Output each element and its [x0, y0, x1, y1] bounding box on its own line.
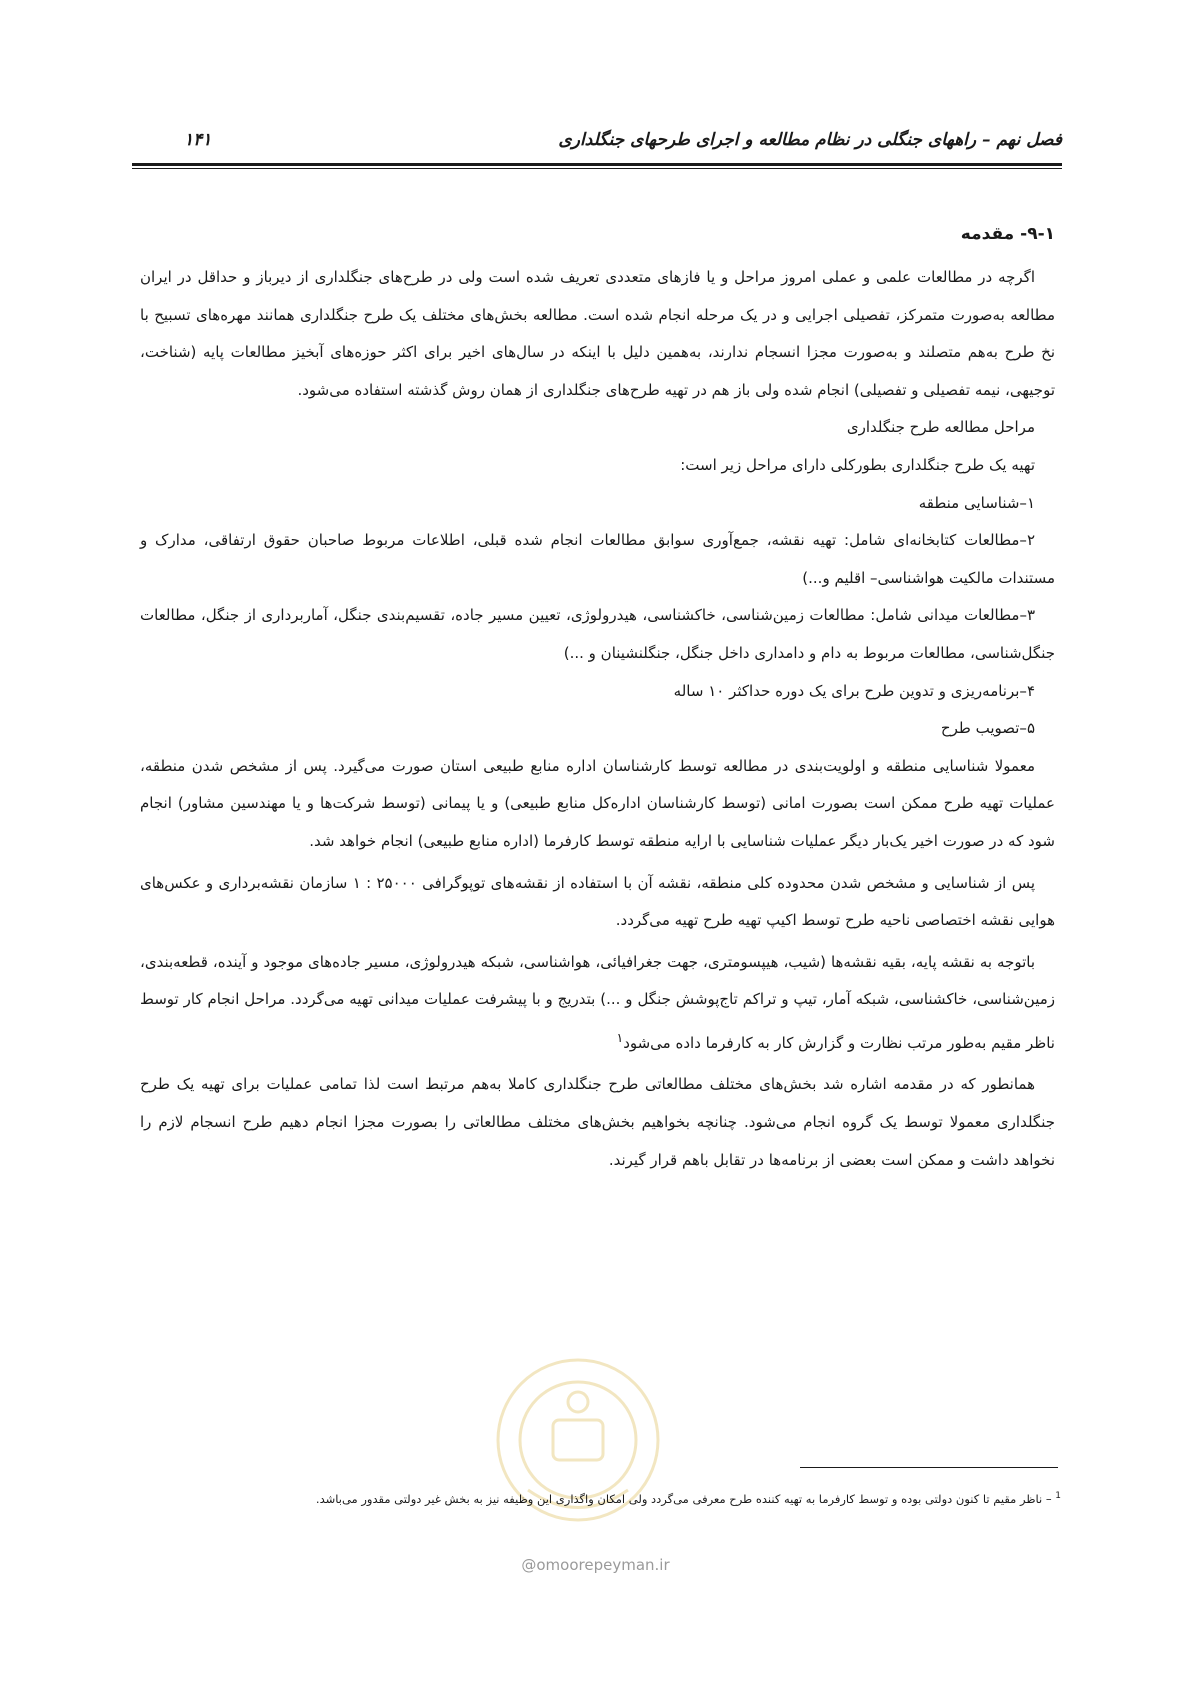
- watermark-site: @omoorepeyman.ir: [521, 1556, 670, 1574]
- header-rule-thick: [132, 163, 1062, 166]
- paragraph-stages-title: مراحل مطالعه طرح جنگلداری: [846, 418, 1035, 437]
- list-item-3: ۳–مطالعات میدانی شامل: مطالعات زمین‌شناسی، خاکشناسی، هیدرولوژی، تعیین مسیر جاده، تقسیم‌بندی جنگل، آماربرداری از جنگل، مطالعات جنگل‌شناسی، مطالعات مربوط به دام و دامداری داخل جنگل، جنگلنشینان و ...): [140, 606, 1055, 662]
- publisher-seal-watermark: [468, 1340, 688, 1540]
- paragraph-intro: اگرچه در مطالعات علمی و عملی امروز مراحل و یا فازهای متعددی تعریف شده است ولی در طرح‌های جنگلداری از دیرباز و حداقل در ایران مطالعه به‌صورت متمرکز، تفصیلی اجرایی و در یک مرحله انجام شده است. مطالعه بخش‌های مختلف یک طرح جنگلداری همانند مهره‌های تسبیح با نخ طرح به‌هم متصلند و به‌صورت مجزا انسجام ندارند، به‌همین دلیل با اینکه در سال‌های اخیر برای اکثر حوزه‌های آبخیز مطالعات پایه (شناخت، توجیهی، نیمه تفصیلی و تفصیلی) انجام شده ولی باز هم در تهیه طرح‌های جنگلداری از همان روش گذشته استفاده می‌شود.: [140, 268, 1055, 399]
- footnote-number: 1: [1055, 1491, 1061, 1501]
- footnote-separator: [800, 1467, 1058, 1468]
- paragraph-identification: معمولا شناسایی منطقه و اولویت‌بندی در مطالعه توسط کارشناسان اداره منابع طبیعی استان صورت می‌گیرد. پس از مشخص شدن منطقه، عملیات تهیه طرح ممکن است بصورت امانی (توسط کارشناسان اداره‌کل منابع طبیعی) و یا پیمانی (توسط شرکت‌ها و یا مهندسین مشاور) انجام شود که در صورت اخیر یک‌بار دیگر عملیات شناسایی با ارایه منطقه توسط کارفرما (اداره منابع طبیعی) انجام خواهد شد.: [140, 756, 1055, 850]
- footnote-text: – ناظر مقیم تا کنون دولتی بوده و توسط کارفرما به تهیه کننده طرح معرفی می‌گردد ولی امکان واگذاری این وظیفه نیز به بخش غیر دولتی مقدور می‌باشد.: [315, 1491, 1052, 1506]
- list-item-2: ۲–مطالعات کتابخانه‌ای شامل: تهیه نقشه، جمع‌آوری سوابق مطالعات انجام شده قبلی، اطلاعات مربوط صاحبان حقوق ارتفاقی، مدارک و مستندات مالکیت هواشناسی– اقلیم و...): [140, 531, 1055, 587]
- footnote: [185, 1487, 1061, 1508]
- list-item-5: ۵–تصویب طرح: [940, 719, 1035, 738]
- section-heading: ۹-۱- مقدمه: [960, 224, 1055, 244]
- paragraph-mapping: پس از شناسایی و مشخص شدن محدوده کلی منطقه، نقشه آن با استفاده از نقشه‌های توپوگرافی ۲۵۰۰۰ : ۱ سازمان نقشه‌برداری و عکس‌های هوایی نقشه اختصاصی ناحیه طرح توسط اکیپ تهیه طرح تهیه می‌گردد.: [140, 873, 1055, 930]
- chapter-title: فصل نهم – راههای جنگلی در نظام مطالعه و اجرای طرحهای جنگلداری: [558, 130, 1062, 150]
- paragraph-maps-text: باتوجه به نقشه پایه، بقیه نقشه‌ها (شیب، هیپسومتری، جهت جغرافیائی، هواشناسی، شبکه هیدرولوژی، مسیر جاده‌های موجود و آینده، قطعه‌بندی، زمین‌شناسی، خاکشناسی، شبکه آمار، تیپ و تراکم تاج‌پوشش جنگل و ...) بتدریج و با پیشرفت عملیات میدانی تهیه می‌گردد. مراحل انجام کار توسط ناظر مقیم به‌طور مرتب نظارت و گزارش کار به کارفرما داده می‌شود: [140, 952, 1055, 1052]
- header-rule-thin: [132, 168, 1062, 169]
- paragraph-stages-lead: تهیه یک طرح جنگلداری بطورکلی دارای مراحل زیر است:: [680, 455, 1035, 474]
- footnote-reference[interactable]: ۱: [616, 1029, 624, 1045]
- page-header: [132, 126, 1062, 160]
- paragraph-maps: [140, 944, 1055, 1063]
- paragraph-conclusion: همانطور که در مقدمه اشاره شد بخش‌های مختلف مطالعاتی طرح جنگلداری کاملا به‌هم مرتبط است لذا تمامی عملیات برای تهیه یک طرح جنگلداری معمولا توسط یک گروه انجام می‌شود. چنانچه بخواهیم بخش‌های مختلف مطالعاتی را بصورت مجزا انجام دهیم طرح انسجام لازم را نخواهد داشت و ممکن است بعضی از برنامه‌ها در تقابل باهم قرار گیرند.: [140, 1075, 1055, 1169]
- list-item-1: ۱–شناسایی منطقه: [918, 493, 1035, 512]
- list-item-4: ۴–برنامه‌ریزی و تدوین طرح برای یک دوره حداکثر ۱۰ ساله: [673, 681, 1035, 700]
- body-text: [140, 215, 1055, 1179]
- page-number: ۱۴۱: [184, 130, 212, 150]
